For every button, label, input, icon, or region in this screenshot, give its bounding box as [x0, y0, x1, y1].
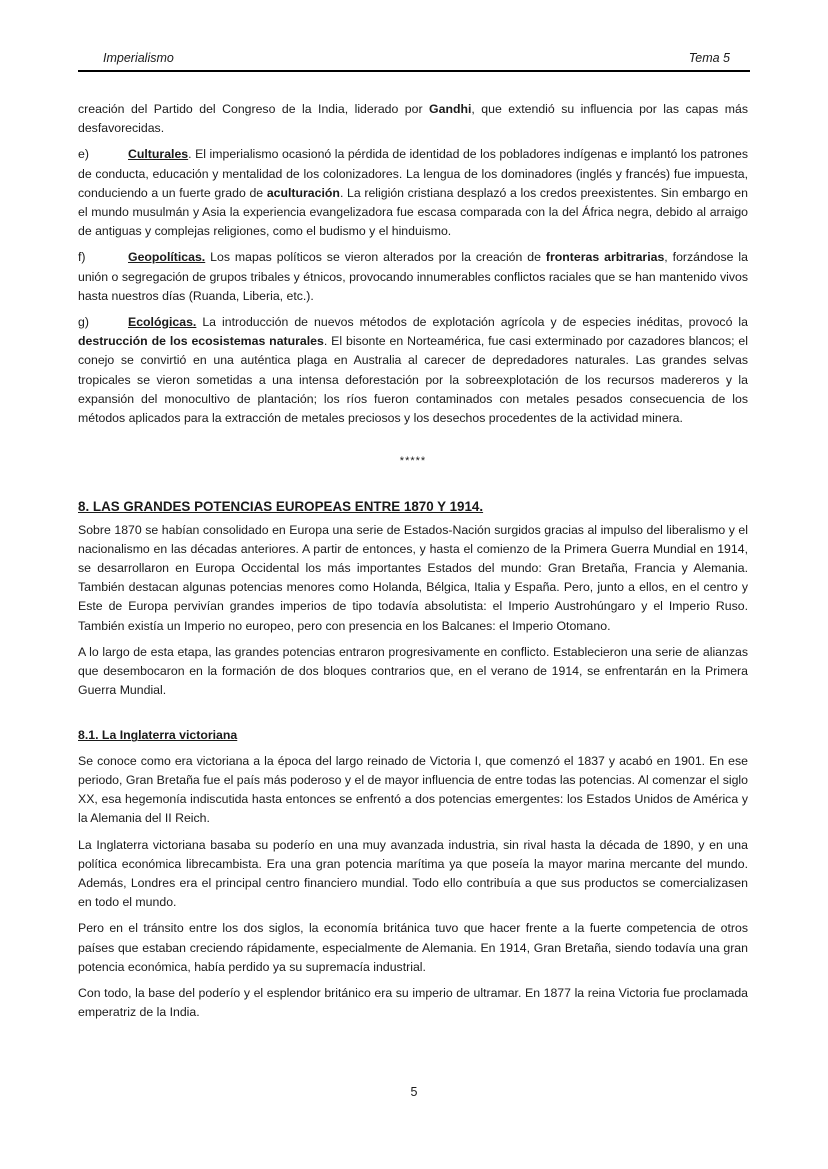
list-item: g) Ecológicas. La introducción de nuevos métodos de explotación agrícola y de especies inéditas, provocó la destrucción de los ecosistemas naturales. El bisonte en Norteamérica, fue casi exterminado por cazadores blancos; el conejo se convirtió en una auténtica plaga en Australia al carecer de depredadores naturales. Las grandes selvas tropicales se vieron sometidas a una intensa deforestación por la sobreexplotación de los recursos madereros y la expansión del monocultivo de plantación; los ríos fueron contaminados con metales pesados consecuencia de los métodos aplicados para la extracción de metales preciosos y los desechos procedentes de la actividad minera. — [78, 315, 748, 426]
item-letter: g) — [78, 315, 89, 330]
section-separator: ***** — [399, 455, 427, 468]
header-title: Imperialismo — [103, 51, 174, 65]
paragraph: Con todo, la base del poderío y el esplendor británico era su imperio de ultramar. En 1877 la reina Victoria fue proclamada emperatriz de la India. — [78, 985, 748, 1020]
item-letter: e) — [78, 147, 89, 162]
section-heading: 8. LAS GRANDES POTENCIAS EUROPEAS ENTRE 1870 Y 1914. — [78, 499, 484, 515]
document-body — [78, 100, 748, 1029]
header-chapter: Tema 5 — [688, 51, 730, 65]
paragraph: La Inglaterra victoriana basaba su poderío en una muy avanzada industria, sin rival hasta la década de 1890, y en una política económica librecambista. Era una gran potencia marítima ya que poseía la mayor marina mercante del mundo. Además, Londres era el principal centro financiero mundial. Todo ello contribuía a que sus productos se comercializasen en todo el mundo. — [78, 837, 748, 910]
paragraph: Sobre 1870 se habían consolidado en Europa una serie de Estados-Nación surgidos gracias al impulso del liberalismo y el nacionalismo en las décadas anteriores. A partir de entonces, y hasta el comienzo de la Primera Guerra Mundial en 1914, se desarrollaron en Europa Occidental los más importantes Estados del mundo: Gran Bretaña, Francia y Alemania. También destacan algunas potencias menores como Holanda, Bélgica, Italia y España. Pero, junto a ellos, en el centro y Este de Europa pervivían grandes imperios de tipo todavía absolutista: el Imperio Austrohúngaro y el Imperio Ruso. También existía un Imperio no europeo, pero con presencia en los Balcanes: el Imperio Otomano. — [78, 522, 748, 633]
bold-term: Gandhi — [429, 102, 472, 116]
item-letter: f) — [78, 250, 86, 265]
bold-term: aculturación — [266, 185, 340, 200]
intro-paragraph: creación del Partido del Congreso de la India, liderado por Gandhi, que extendió su influencia por las capas más desfavorecidas. — [78, 102, 748, 136]
subsection-heading: 8.1. La Inglaterra victoriana — [78, 728, 238, 743]
bold-term: destrucción de los ecosistemas naturales — [78, 334, 324, 349]
page-header — [78, 50, 750, 72]
paragraph: Pero en el tránsito entre los dos siglos, la economía británica tuvo que hacer frente a la fuerte competencia de otros países que estaban creciendo rápidamente, especialmente de Alemania. En 1914, Gran Bretaña, siendo todavía una gran potencia económica, había perdido ya su supremacía industrial. — [78, 921, 748, 974]
page-number: 5 — [410, 1085, 418, 1099]
bold-term: fronteras arbitrarias — [545, 250, 665, 265]
item-title: Geopolíticas. — [128, 250, 206, 265]
list-item: e) Culturales. El imperialismo ocasionó la pérdida de identidad de los pobladores indígenas e implantó los patrones de conducta, educación y mentalidad de los colonizadores. La lengua de los dominadores (inglés y francés) fue impuesta, conduciendo a un fuerte grado de aculturación. La religión cristiana desplazó a los credos preexistentes. Sin embargo en el mundo musulmán y Asia la experiencia evangelizadora fue escasa comparada con la del África negra, debido al arraigo de antiguas y complejas religiones, como el budismo y el hinduismo. — [78, 147, 748, 239]
paragraph: A lo largo de esta etapa, las grandes potencias entraron progresivamente en conflicto. Establecieron una serie de alianzas que desembocaron en la formación de dos bloques contrarios que, en el verano de 1914, se enfrentarán en la Primera Guerra Mundial. — [78, 644, 748, 698]
paragraph: Se conoce como era victoriana a la época del largo reinado de Victoria I, que comenzó el 1837 y acabó en 1901. En ese periodo, Gran Bretaña fue el país más poderoso y el de mayor influencia de entre todas las potencias. Al comenzar el siglo XX, esa hegemonía indiscutida hasta entonces se enfrentó a dos potencias emergentes: los Estados Unidos de América y la Alemania del II Reich. — [78, 753, 748, 826]
item-title: Culturales — [128, 147, 189, 162]
list-item: f) Geopolíticas. Los mapas políticos se vieron alterados por la creación de fronteras arbitrarias, forzándose la unión o segregación de grupos tribales y étnicos, provocando innumerables conflictos raciales que se han mantenido vivos hasta nuestros días (Ruanda, Liberia, etc.). — [78, 250, 748, 303]
item-title: Ecológicas. — [128, 315, 197, 330]
